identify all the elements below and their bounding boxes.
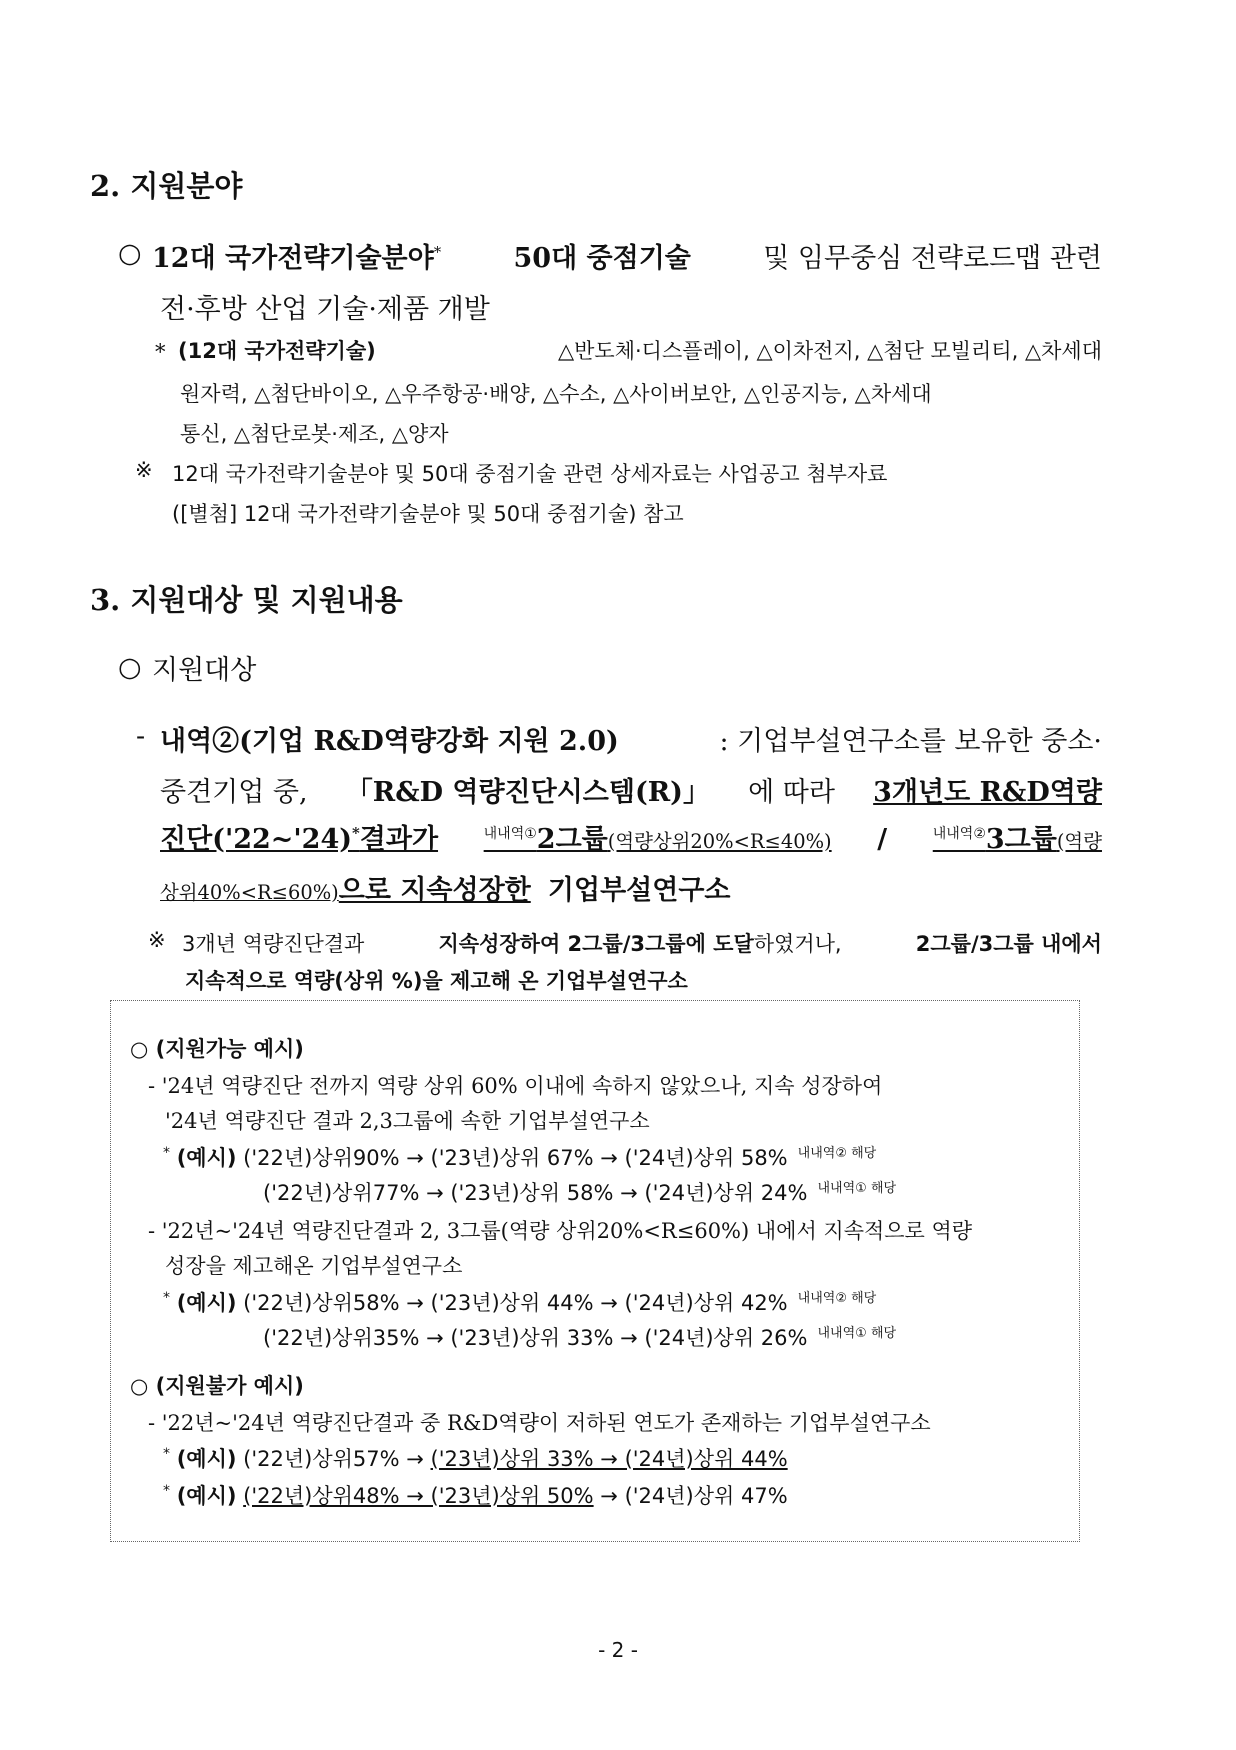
example-trend: ('22년)상위90% → ('23년)상위 67% → ('24년)상위 58% <box>243 1146 788 1170</box>
diagnosis-system-name: 「R&D 역량진단시스템(R)」 <box>345 777 710 808</box>
impossible-example-1 <box>163 1443 788 1473</box>
possible-examples-title: ○ (지원가능 예시) <box>130 1037 304 1061</box>
impossible-examples-title: ○ (지원불가 예시) <box>130 1374 304 1398</box>
note-text: △반도체·디스플레이, △이차전지, △첨단 모빌리티, △차세대 <box>557 339 1102 363</box>
example-label: (예시) <box>176 1291 237 1315</box>
core-tech-label: 50대 중점기술 <box>513 243 691 274</box>
target-note-line-1 <box>182 928 1102 958</box>
group-3-label: 3그룹 <box>985 824 1057 855</box>
example-tag: 내내역② 해당 <box>797 1146 877 1161</box>
target-line-2-a: 중견기업 중, <box>160 777 308 808</box>
example-trend-plain: ('22년)상위57% → <box>243 1447 424 1471</box>
note-line-1 <box>178 335 1102 365</box>
possible-case-2-example-1 <box>163 1287 876 1317</box>
target-line-2-c: 에 따라 <box>748 777 835 808</box>
possible-case-2-line-1: - '22년~'24년 역량진단결과 2, 3그룹(역량 상위20%<R≤60%) 내에서 지속적으로 역량 <box>148 1219 973 1243</box>
target-line-2 <box>160 770 1102 809</box>
target-line-3 <box>160 817 1102 856</box>
section-2-main-rest: 및 임무중심 전략로드맵 관련 <box>763 243 1102 274</box>
target-note-c: 하였거나, <box>753 932 842 956</box>
page-number: - 2 - <box>598 1638 638 1662</box>
target-line-1 <box>160 719 1102 758</box>
possible-case-1-example-2 <box>263 1177 896 1207</box>
possible-case-2-line-2: 성장을 제고해온 기업부설연구소 <box>165 1254 463 1278</box>
target-note-d: 2그룹/3그룹 내에서 <box>915 932 1102 956</box>
diagnosis-footnote-star: * <box>352 824 360 842</box>
note-line-2: 원자력, △첨단바이오, △우주항공·배양, △수소, △사이버보안, △인공지능, △차세대 <box>180 382 932 406</box>
example-tag: 내내역① 해당 <box>817 1326 897 1341</box>
group-3-range-start: (역량 <box>1056 830 1102 853</box>
example-trend: ('22년)상위58% → ('23년)상위 44% → ('24년)상위 42% <box>243 1291 788 1315</box>
result-label: 결과가 <box>359 824 439 855</box>
possible-case-1-line-2: '24년 역량진단 결과 2,3그룹에 속한 기업부설연구소 <box>165 1109 650 1133</box>
section-3-subtitle: 지원대상 <box>152 655 257 686</box>
section-2-main-line-2: 전·후방 산업 기술·제품 개발 <box>160 294 490 325</box>
example-star: * <box>163 1290 170 1306</box>
sub-item-2-tag: 내내역② <box>932 826 986 842</box>
possible-case-1-example-1 <box>163 1142 876 1172</box>
example-trend: ('22년)상위77% → ('23년)상위 58% → ('24년)상위 24% <box>263 1181 808 1205</box>
diagnosis-period: 진단('22~'24) <box>160 824 353 855</box>
continuous-growth: 으로 지속성장한 <box>338 875 531 906</box>
group-separator: / <box>877 824 888 855</box>
section-2-main-line-1 <box>152 236 1102 275</box>
sub-item-1-tag: 내내역① <box>483 826 537 842</box>
impossible-example-2 <box>163 1480 788 1510</box>
research-institute: 기업부설연구소 <box>547 875 731 906</box>
note-star: * <box>155 340 166 364</box>
example-label: (예시) <box>176 1484 237 1508</box>
target-line-4 <box>160 868 731 907</box>
section-3-bullet: ○ <box>118 652 142 683</box>
example-trend-plain: → ('24년)상위 47% <box>600 1484 788 1508</box>
target-note-a: 3개년 역량진단결과 <box>182 932 365 956</box>
example-trend-declined: ('22년)상위48% → ('23년)상위 50% <box>243 1484 594 1508</box>
example-label: (예시) <box>176 1447 237 1471</box>
target-dash: - <box>136 721 146 752</box>
example-trend: ('22년)상위35% → ('23년)상위 33% → ('24년)상위 26% <box>263 1326 808 1350</box>
example-label: (예시) <box>176 1146 237 1170</box>
group-2-label: 2그룹 <box>536 824 608 855</box>
possible-case-1-line-1: - '24년 역량진단 전까지 역량 상위 60% 이내에 속하지 않았으나, 지속 성장하여 <box>148 1074 883 1098</box>
target-note-symbol: ※ <box>148 928 166 952</box>
group-3-range-end: 상위40%<R≤60%) <box>160 881 339 904</box>
reference-line-2: ([별첨] 12대 국가전략기술분야 및 50대 중점기술) 참고 <box>172 502 684 526</box>
strategic-tech-label: 12대 국가전략기술분야 <box>152 243 434 274</box>
example-trend-declined: ('23년)상위 33% → ('24년)상위 44% <box>430 1447 788 1471</box>
footnote-star: * <box>433 243 442 261</box>
three-year-diagnosis: 3개년도 R&D역량 <box>873 777 1102 808</box>
section-2-title: 2. 지원분야 <box>90 169 243 203</box>
possible-case-2-example-2 <box>263 1322 896 1352</box>
section-3-title: 3. 지원대상 및 지원내용 <box>90 583 403 617</box>
note-label: (12대 국가전략기술) <box>178 339 376 363</box>
example-tag: 내내역① 해당 <box>817 1181 897 1196</box>
reference-line-1: 12대 국가전략기술분야 및 50대 중점기술 관련 상세자료는 사업공고 첨부자료 <box>172 462 888 486</box>
reference-symbol: ※ <box>135 458 153 482</box>
impossible-case-line-1: - '22년~'24년 역량진단결과 중 R&D역량이 저하된 연도가 존재하는 기업부설연구소 <box>148 1411 931 1435</box>
example-star: * <box>163 1446 170 1462</box>
target-note-line-2: 지속적으로 역량(상위 %)을 제고해 온 기업부설연구소 <box>185 969 688 993</box>
program-name: 내역②(기업 R&D역량강화 지원 2.0) <box>160 726 619 757</box>
target-note-b: 지속성장하여 2그룹/3그룹에 도달 <box>438 932 754 956</box>
target-line-1-rest: : 기업부설연구소를 보유한 중소· <box>719 726 1102 757</box>
group-2-range: (역량상위20%<R≤40%) <box>607 830 832 853</box>
example-star: * <box>163 1145 170 1161</box>
example-tag: 내내역② 해당 <box>797 1291 877 1306</box>
section-2-bullet: ○ <box>118 238 142 269</box>
example-star: * <box>163 1483 170 1499</box>
note-line-3: 통신, △첨단로봇·제조, △양자 <box>180 422 449 446</box>
